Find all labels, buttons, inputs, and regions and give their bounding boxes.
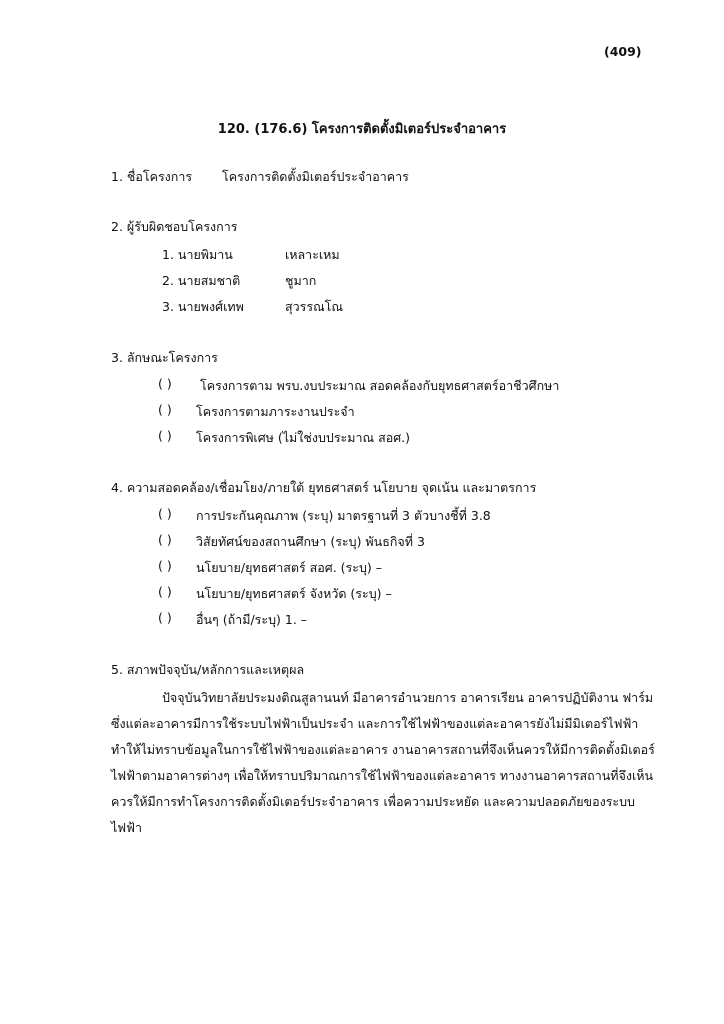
- checkbox[interactable]: ( ): [158, 584, 172, 599]
- checkbox[interactable]: ( ): [158, 428, 172, 443]
- responsible-person-surname: ชูมาก: [285, 273, 317, 288]
- checkbox[interactable]: ( ): [158, 532, 172, 547]
- checkbox[interactable]: ( ): [158, 376, 172, 391]
- section-1-heading: 1. ชื่อโครงการ: [111, 169, 193, 184]
- checkbox-label: การประกันคุณภาพ (ระบุ) มาตรฐานที่ 3 ตัวบางชี้ที่ 3.8: [196, 508, 491, 523]
- page-number: (409): [604, 44, 642, 59]
- responsible-person-name: 3. นายพงศ์เทพ: [162, 299, 244, 314]
- checkbox-label: โครงการพิเศษ (ไม่ใช่งบประมาณ สอศ.): [196, 430, 410, 445]
- checkbox-label: โครงการตามภาระงานประจำ: [196, 404, 355, 419]
- paragraph-line: ไฟฟ้าตามอาคารต่างๆ เพื่อให้ทราบปริมาณการใช้ไฟฟ้าของแต่ละอาคาร ทางงานอาคารสถานที่จึงเห็น: [111, 768, 654, 783]
- paragraph-line: ซึ่งแต่ละอาคารมีการใช้ระบบไฟฟ้าเป็นประจำ และการใช้ไฟฟ้าของแต่ละอาคารยังไม่มีมิเตอร์ไฟฟ้า: [111, 716, 639, 731]
- checkbox[interactable]: ( ): [158, 558, 172, 573]
- checkbox[interactable]: ( ): [158, 506, 172, 521]
- paragraph-line: ควรให้มีการทำโครงการติดตั้งมิเตอร์ประจำอาคาร เพื่อความประหยัด และความปลอดภัยของระบบ: [111, 794, 635, 809]
- project-name-value: โครงการติดตั้งมิเตอร์ประจำอาคาร: [222, 169, 409, 184]
- checkbox[interactable]: ( ): [158, 610, 172, 625]
- responsible-person-name: 2. นายสมชาติ: [162, 273, 241, 288]
- checkbox-label: โครงการตาม พรบ.งบประมาณ สอดคล้องกับยุทธศาสตร์อาชีวศึกษา: [200, 378, 560, 393]
- paragraph-line: ไฟฟ้า: [111, 820, 143, 835]
- checkbox-label: นโยบาย/ยุทธศาสตร์ จังหวัด (ระบุ) –: [196, 586, 392, 601]
- section-4-heading: 4. ความสอดคล้อง/เชื่อมโยง/ภายใต้ ยุทธศาสตร์ นโยบาย จุดเน้น และมาตรการ: [111, 480, 537, 495]
- checkbox-label: วิสัยทัศน์ของสถานศึกษา (ระบุ) พันธกิจที่ 3: [196, 534, 425, 549]
- section-3-heading: 3. ลักษณะโครงการ: [111, 350, 218, 365]
- paragraph-line: ปัจจุบันวิทยาลัยประมงติณสูลานนท์ มีอาคารอำนวยการ อาคารเรียน อาคารปฏิบัติงาน ฟาร์ม: [162, 690, 654, 705]
- responsible-person-surname: สุวรรณโณ: [285, 299, 343, 314]
- section-2-heading: 2. ผู้รับผิดชอบโครงการ: [111, 219, 238, 234]
- checkbox-label: นโยบาย/ยุทธศาสตร์ สอศ. (ระบุ) –: [196, 560, 383, 575]
- checkbox[interactable]: ( ): [158, 402, 172, 417]
- responsible-person-name: 1. นายพิมาน: [162, 247, 233, 262]
- checkbox-label: อื่นๆ (ถ้ามี/ระบุ) 1. –: [196, 612, 308, 627]
- section-5-heading: 5. สภาพปัจจุบัน/หลักการและเหตุผล: [111, 662, 305, 677]
- paragraph-line: ทำให้ไม่ทราบข้อมูลในการใช้ไฟฟ้าของแต่ละอาคาร งานอาคารสถานที่จึงเห็นควรให้มีการติดตั้งมิเตอร์: [111, 742, 655, 757]
- responsible-person-surname: เหลาะเหม: [285, 247, 340, 262]
- document-title: 120. (176.6) โครงการติดตั้งมิเตอร์ประจำอาคาร: [217, 122, 507, 137]
